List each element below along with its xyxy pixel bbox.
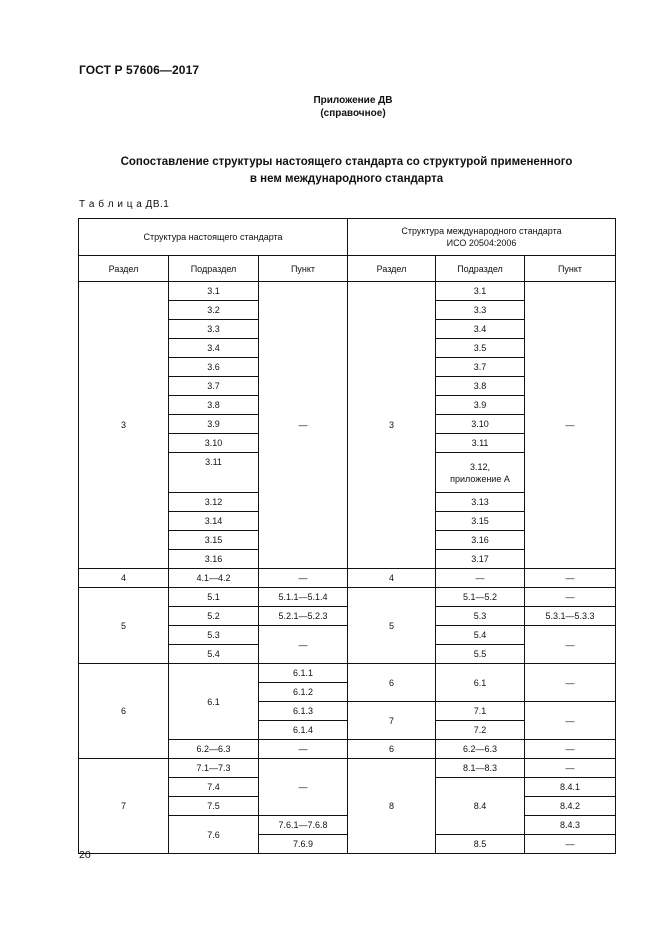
group-header-row	[79, 219, 616, 256]
table-cell: 3.2	[169, 301, 259, 320]
table-cell: 3.16	[169, 550, 259, 569]
table-cell: 8.4.3	[525, 816, 616, 835]
table-cell: 3.10	[436, 415, 525, 434]
table-cell: 3.7	[436, 358, 525, 377]
table-cell: 4.1—4.2	[169, 569, 259, 588]
table-cell: —	[259, 759, 348, 816]
table-cell: 6.2—6.3	[169, 740, 259, 759]
table-cell: 7.5	[169, 797, 259, 816]
table-cell: —	[525, 569, 616, 588]
table-cell: —	[525, 588, 616, 607]
group-header-right-line-1: Структура международного стандарта	[401, 226, 562, 236]
table-cell: 5	[79, 588, 169, 664]
table-cell: 7.1—7.3	[169, 759, 259, 778]
table-cell: 3.4	[169, 339, 259, 358]
table-cell: 3.15	[169, 531, 259, 550]
table-cell: 7	[348, 702, 436, 740]
table-cell: 8	[348, 759, 436, 854]
table-cell: —	[525, 626, 616, 664]
table-cell: 5.4	[169, 645, 259, 664]
table-cell: 5	[348, 588, 436, 664]
table-cell: 6	[348, 740, 436, 759]
table-cell: 4	[79, 569, 169, 588]
table-cell: 3	[79, 282, 169, 569]
table-cell: 5.2.1—5.2.3	[259, 607, 348, 626]
table-cell: 6.1.2	[259, 683, 348, 702]
table-cell: 3.14	[169, 512, 259, 531]
title-line-2: в нем международного стандарта	[249, 173, 444, 185]
table-row	[79, 759, 616, 778]
appendix-name: Приложение ДВ	[313, 95, 393, 106]
table-cell: 3.8	[436, 377, 525, 396]
column-header: Раздел	[79, 256, 169, 282]
table-body	[79, 282, 616, 854]
table-cell: 8.5	[436, 835, 525, 854]
document-code: ГОСТ Р 57606—2017	[79, 63, 200, 77]
table-cell: 7.6.9	[259, 835, 348, 854]
table-cell: 5.3.1—5.3.3	[525, 607, 616, 626]
table-cell: 6	[348, 664, 436, 702]
table-cell: 5.3	[436, 607, 525, 626]
appendix-heading	[0, 94, 661, 120]
table-cell: 3.16	[436, 531, 525, 550]
page-number: 20	[79, 849, 91, 861]
table-cell: 6.1.4	[259, 721, 348, 740]
column-header: Подраздел	[436, 256, 525, 282]
table-cell: 3.7	[169, 377, 259, 396]
table-cell: 5.1	[169, 588, 259, 607]
title-line-1: Сопоставление структуры настоящего стандарта со структурой примененного	[120, 156, 573, 168]
table-cell: —	[525, 664, 616, 702]
table-cell: 5.1.1—5.1.4	[259, 588, 348, 607]
table-cell	[436, 453, 525, 493]
table-cell: 3.9	[169, 415, 259, 434]
table-cell: —	[259, 626, 348, 664]
table-cell-line: 3.12,	[469, 461, 491, 472]
table-cell: 7.4	[169, 778, 259, 797]
table-cell: 3.1	[169, 282, 259, 301]
table-cell: 6.1.1	[259, 664, 348, 683]
column-header: Раздел	[348, 256, 436, 282]
table-label: Т а б л и ц а ДВ.1	[79, 199, 170, 210]
table-cell: 3.3	[169, 320, 259, 339]
table-cell: 3.17	[436, 550, 525, 569]
table-cell: 3	[348, 282, 436, 569]
table-cell: 3.13	[436, 493, 525, 512]
table-cell: 3.3	[436, 301, 525, 320]
column-header-row	[79, 256, 616, 282]
appendix-kind: (справочное)	[320, 108, 386, 119]
table-cell: 3.10	[169, 434, 259, 453]
table-cell: 3.11	[169, 453, 259, 493]
group-header-right-line-2: ИСО 20504:2006	[446, 238, 517, 248]
table-cell: 7.1	[436, 702, 525, 721]
table-cell: —	[259, 740, 348, 759]
comparison-table	[78, 218, 616, 854]
table-cell: 3.4	[436, 320, 525, 339]
table-cell: 3.1	[436, 282, 525, 301]
table-cell: 8.4.1	[525, 778, 616, 797]
table-cell: 6.1.3	[259, 702, 348, 721]
table-cell: 3.9	[436, 396, 525, 415]
column-header: Пункт	[259, 256, 348, 282]
table-cell: 7.6	[169, 816, 259, 854]
table-cell: 3.6	[169, 358, 259, 377]
table-cell: —	[525, 759, 616, 778]
table-cell: —	[525, 702, 616, 740]
table-cell: 7	[79, 759, 169, 854]
table-cell: 8.1—8.3	[436, 759, 525, 778]
table-cell: 5.2	[169, 607, 259, 626]
table-cell: 7.6.1—7.6.8	[259, 816, 348, 835]
table-cell: —	[259, 282, 348, 569]
table-row	[79, 664, 616, 683]
table-cell: —	[436, 569, 525, 588]
table-cell: —	[259, 569, 348, 588]
table-row	[79, 588, 616, 607]
table-cell: —	[525, 740, 616, 759]
table-row	[79, 282, 616, 301]
table-cell: 3.15	[436, 512, 525, 531]
table-cell: —	[525, 282, 616, 569]
column-header: Подраздел	[169, 256, 259, 282]
table-cell: 6.1	[436, 664, 525, 702]
table-cell: 8.4	[436, 778, 525, 835]
column-header: Пункт	[525, 256, 616, 282]
table-cell: 5.1—5.2	[436, 588, 525, 607]
table-cell: 3.12	[169, 493, 259, 512]
table-cell: 5.5	[436, 645, 525, 664]
table-cell: 3.8	[169, 396, 259, 415]
table-cell: 5.3	[169, 626, 259, 645]
table-row	[79, 569, 616, 588]
table-cell: —	[525, 835, 616, 854]
table-cell: 6	[79, 664, 169, 759]
table-cell: 6.2—6.3	[436, 740, 525, 759]
table-cell: 3.11	[436, 434, 525, 453]
appendix-title	[79, 154, 614, 188]
table-cell: 6.1	[169, 664, 259, 740]
table-cell: 7.2	[436, 721, 525, 740]
table-cell-line: приложение А	[450, 473, 510, 484]
table-cell: 4	[348, 569, 436, 588]
group-header-international-standard	[348, 219, 616, 256]
table-cell: 8.4.2	[525, 797, 616, 816]
group-header-this-standard: Структура настоящего стандарта	[79, 219, 348, 256]
table-cell: 5.4	[436, 626, 525, 645]
table-cell: 3.5	[436, 339, 525, 358]
